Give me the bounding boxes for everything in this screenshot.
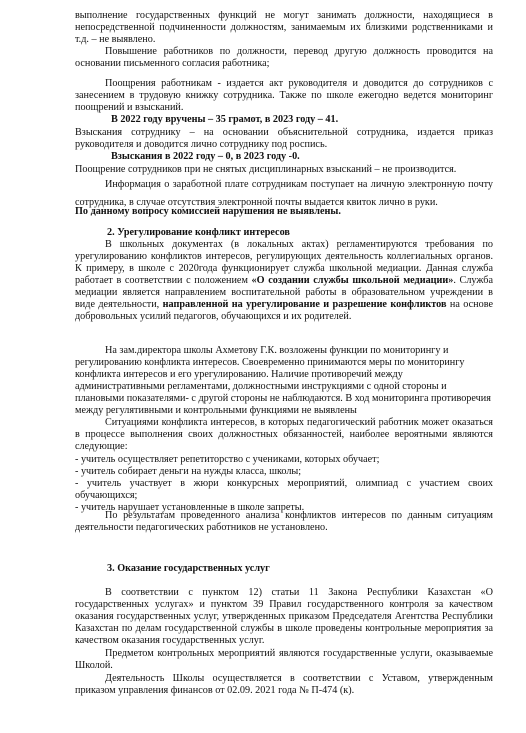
paragraph-deputy-director: На зам.директора школы Ахметову Г.К. возложены функции по мониторингу и регулированию конфликта интересов. Своевременно принимаются меры по мониторингу конфликта интересов и его урегулированию. Наличие противоречий между административными регламентами, должностными инструкциями с одной стороны и плановыми показателями- с другой стороны не наблюдаются. В ход мониторинга противоречия между регулятивными и контрольными функциями не выявлены — [75, 345, 491, 417]
mediation-text-3: на основе добровольных усилий педагогов, обучающихся и их родителей. — [75, 299, 493, 323]
paragraph-commission-conclusion: По данному вопросу комиссией нарушения не выявлены. — [75, 206, 341, 217]
list-item: - учитель участвует в жюри конкурсных мероприятий, олимпиад с участием своих обучающихся; — [75, 478, 493, 502]
mediation-text-1: В школьных документах (в локальных актах) регламентируются требования по урегулированию конфликтов интересов, регулирующих деятельность коллегиальных органов. К примеру, в школе с 2020года функционирует служба школьной медиации. Данная служба работает в соответствии с положением — [75, 239, 493, 287]
paragraph-school-activity: Деятельность Школы осуществляется в соответствии с Уставом, утвержденным приказом управления финансов от 02.09. 2021 года № П-474 (к). — [75, 673, 493, 697]
paragraph-awards-count: В 2022 году вручены – 35 грамот, в 2023 году – 41. — [111, 114, 339, 125]
section-2-heading: 2. Урегулирование конфликт интересов — [107, 227, 290, 238]
paragraph-conflict-situations: Ситуациями конфликта интересов, в которых педагогический работник может оказаться в процессе выполнения своих должностных обязанностей, наиболее вероятными являются следующие: — [75, 417, 493, 453]
paragraph-incentives: Поощрения работникам - издается акт руководителя и доводится до сотрудников с занесением в трудовую книжку сотрудника. Также по школе ежегодно ведется мониторинг поощрений и взысканий. — [75, 78, 493, 114]
paragraph-no-incentive-with-penalty: Поощрение сотрудников при не снятых дисциплинарных взысканий – не производится. — [75, 164, 457, 175]
paragraph-salary-info: Информация о заработной плате сотрудникам поступает на личную электронную почту сотрудника, в случае отсутствия электронной почты выдается квиток лично в руки. — [75, 179, 493, 208]
mediation-purpose: направленной на урегулирование и разрешение конфликтов — [162, 299, 447, 311]
paragraph-relatives-rule: выполнение государственных функций не могут занимать должности, находящиеся в непосредственной подчиненности должностям, занимаемым их близкими родственниками и т.д. – не выявлено. — [75, 10, 493, 46]
paragraph-school-mediation — [75, 239, 493, 323]
paragraph-control-subject: Предметом контрольных мероприятий являются государственные услуги, оказываемые Школой. — [75, 648, 493, 672]
paragraph-promotion: Повышение работников по должности, перевод другую должность проводится на основании письменного согласия работника; — [75, 46, 493, 70]
list-item: - учитель нарушает установленные в школе запреты. — [75, 502, 305, 514]
section-3-heading: 3. Оказание государственных услуг — [107, 563, 270, 574]
list-item: - учитель собирает деньги на нужды класса, школы; — [75, 466, 302, 478]
list-item: - учитель осуществляет репетиторство с учениками, которых обучает; — [75, 454, 380, 465]
mediation-regulation-title: «О создании службы школьной медиации» — [251, 275, 454, 287]
mediation-text-2: . Служба медиации является направлением воспитательной работы в образовательном учреждении в виде деятельности, — [75, 275, 494, 311]
paragraph-penalties-count: Взыскания в 2022 году – 0, в 2023 году -0. — [111, 151, 300, 162]
paragraph-law-reference: В соответствии с пунктом 12) статьи 11 Закона Республики Казахстан «О государственных услугах» и пунктом 39 Правил государственного контроля за качеством оказания государственных услуг, утвержденных приказом Председателя Агентства Республики Казахстан по делам государственной службы в школе проведены контрольные мероприятия за качеством оказания государственных услуг. — [75, 587, 493, 647]
paragraph-analysis-result: По результатам проведенного анализа конфликтов интересов по данным ситуациям деятельности педагогических работников не установлено. — [75, 510, 493, 534]
paragraph-penalties: Взыскания сотруднику – на основании объяснительной сотрудника, издается приказ руководителя и доводится лично сотруднику под роспись. — [75, 127, 493, 151]
conflict-situations-list — [75, 454, 493, 514]
